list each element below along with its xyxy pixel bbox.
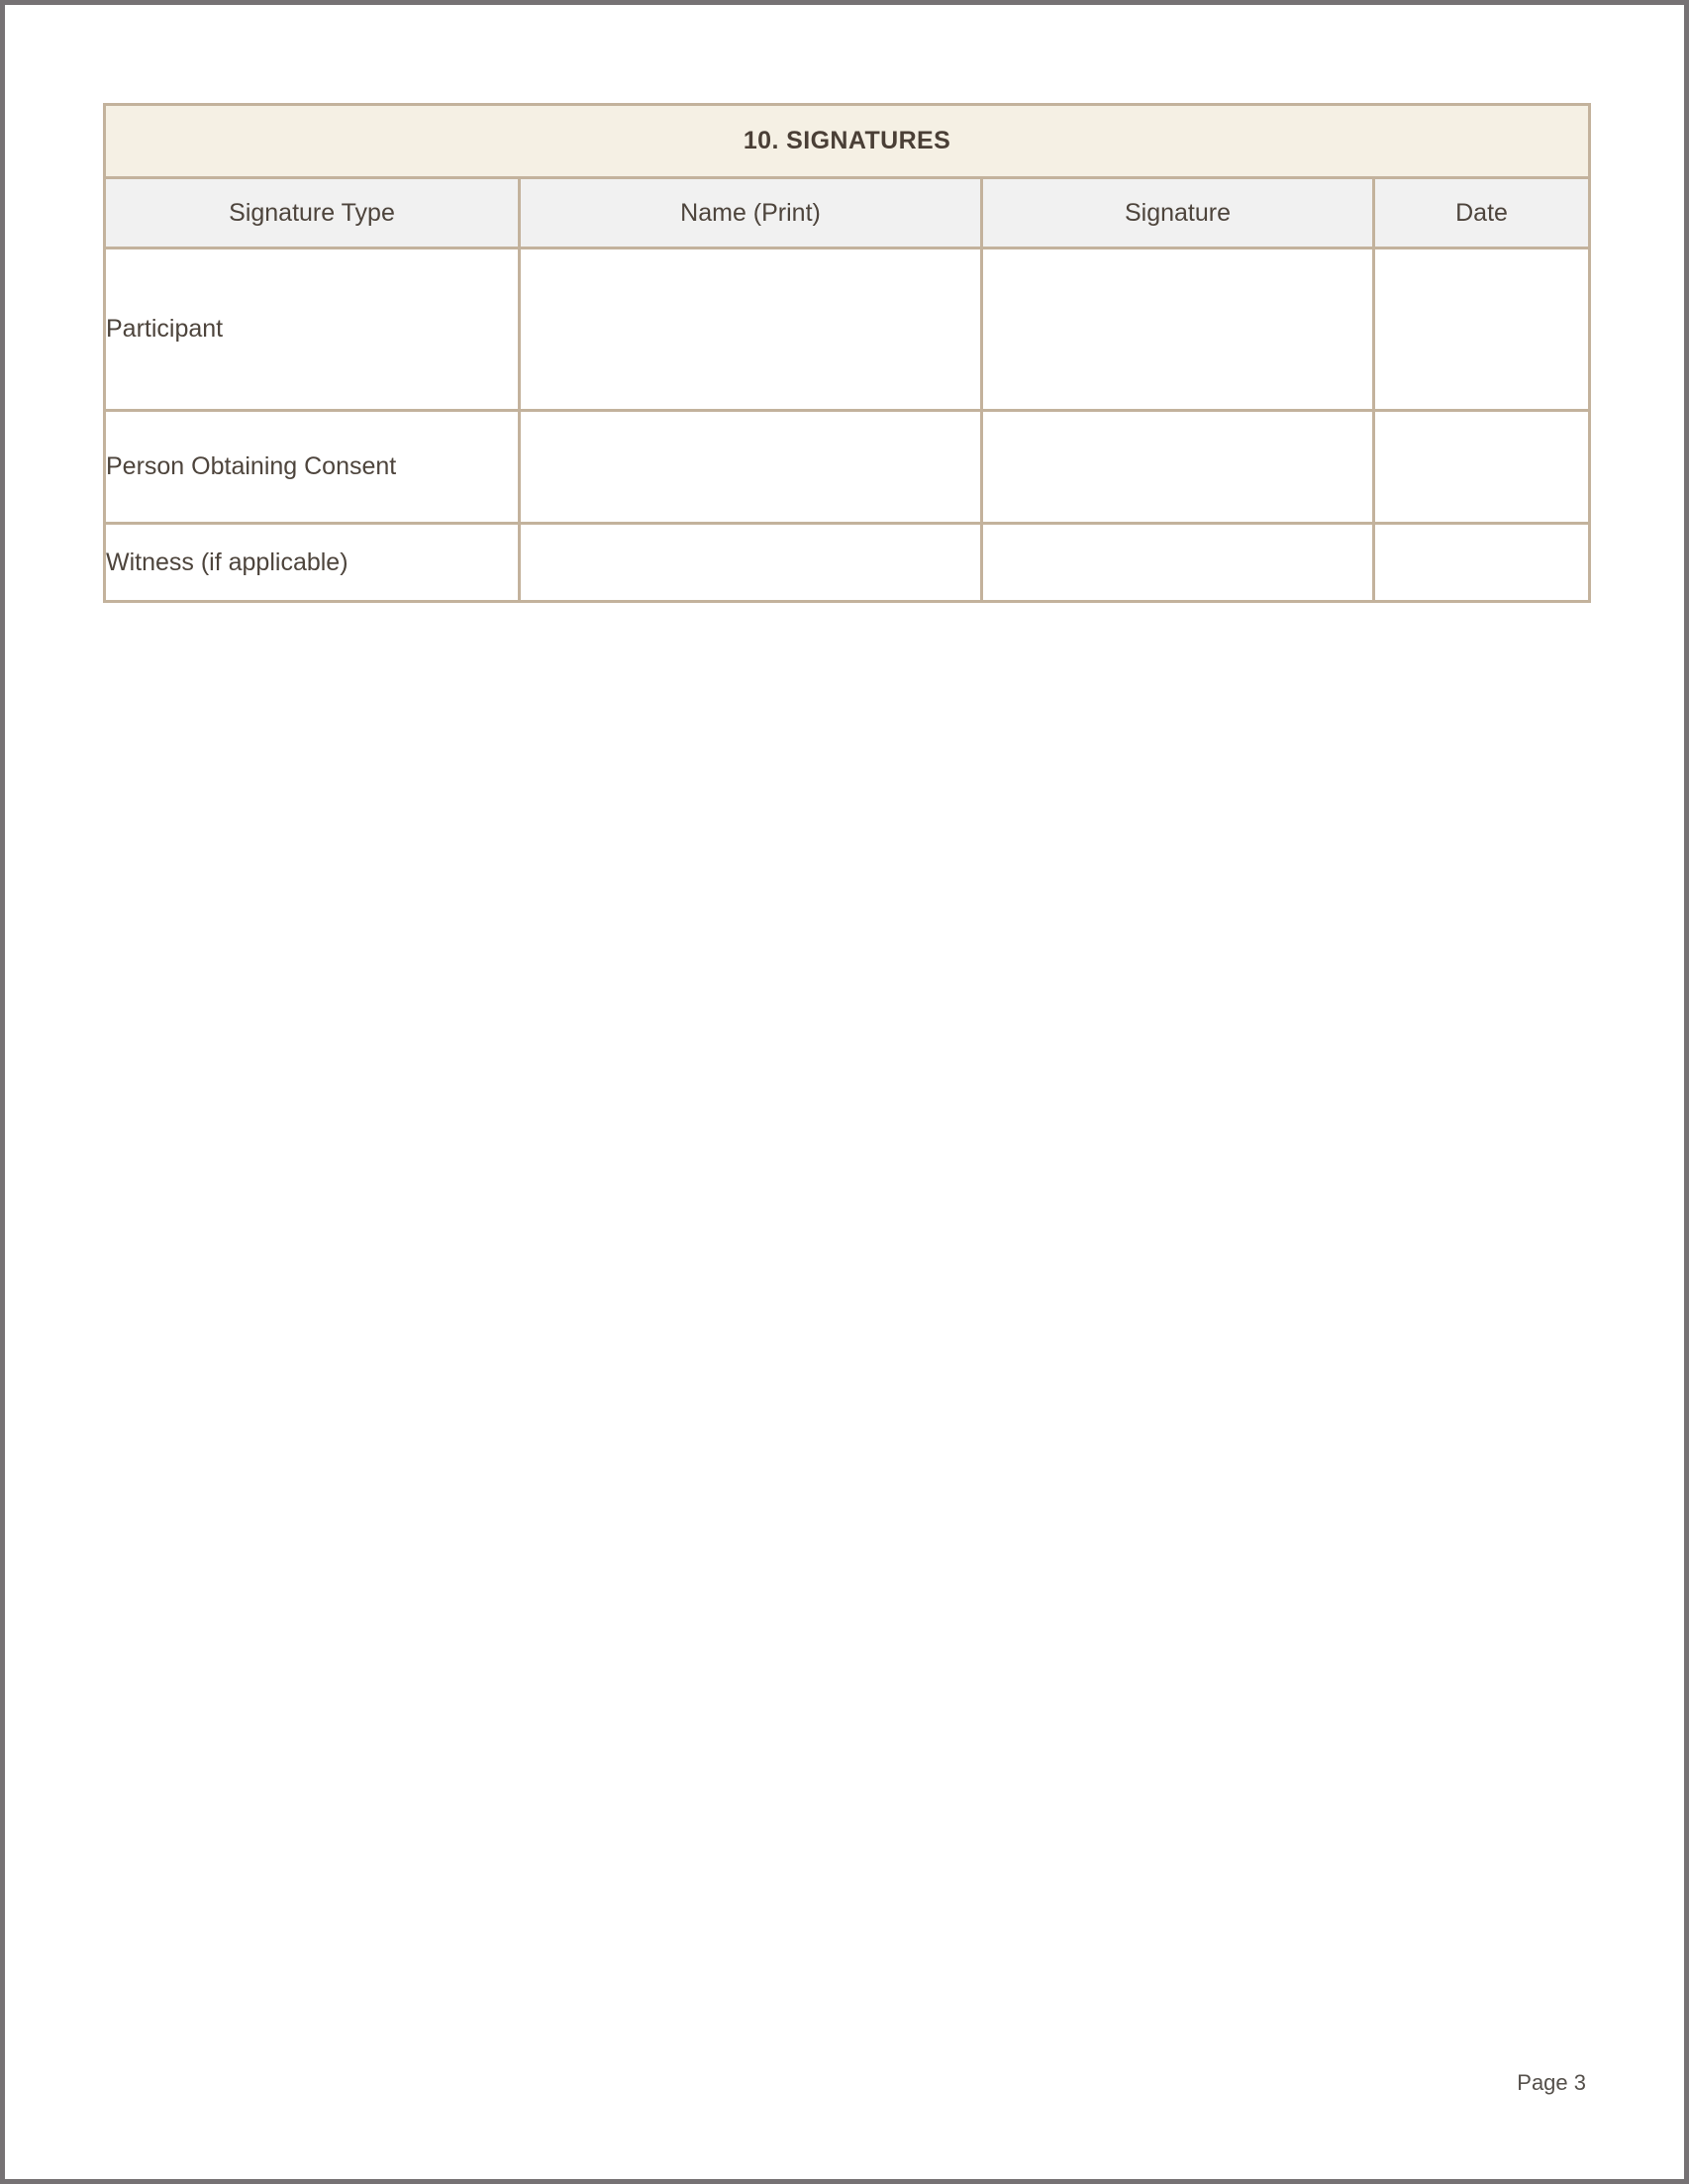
column-header-label: Signature (1124, 198, 1232, 227)
table-row (105, 248, 1590, 411)
section-title-row (105, 105, 1590, 178)
signature-field-person-obtaining-consent[interactable] (982, 411, 1374, 524)
column-header-row (105, 178, 1590, 248)
name-print-field-witness[interactable] (520, 524, 982, 602)
signature-field-witness[interactable] (982, 524, 1374, 602)
table-row (105, 524, 1590, 602)
signature-type-cell-person-obtaining-consent (105, 411, 520, 524)
signature-type-label: Participant (106, 315, 224, 344)
signature-type-cell-witness (105, 524, 520, 602)
signature-field-participant[interactable] (982, 248, 1374, 411)
date-field-participant[interactable] (1374, 248, 1590, 411)
column-header-date (1374, 178, 1590, 248)
column-header-signature-type (105, 178, 520, 248)
name-print-field-participant[interactable] (520, 248, 982, 411)
column-header-label: Date (1455, 198, 1508, 227)
page-footer (1517, 2072, 1586, 2094)
name-print-field-person-obtaining-consent[interactable] (520, 411, 982, 524)
column-header-signature (982, 178, 1374, 248)
page-number-label: Page 3 (1517, 2070, 1586, 2095)
signatures-table (103, 103, 1591, 603)
section-title-text: 10. SIGNATURES (743, 127, 951, 154)
column-header-label: Name (Print) (680, 198, 821, 227)
table-row (105, 411, 1590, 524)
column-header-label: Signature Type (229, 198, 395, 227)
signature-type-label: Person Obtaining Consent (106, 452, 397, 481)
column-header-name-print (520, 178, 982, 248)
date-field-witness[interactable] (1374, 524, 1590, 602)
page-content-area (103, 103, 1588, 2073)
signature-type-cell-participant (105, 248, 520, 411)
section-title-cell (105, 105, 1590, 178)
date-field-person-obtaining-consent[interactable] (1374, 411, 1590, 524)
signature-type-label: Witness (if applicable) (106, 547, 348, 576)
